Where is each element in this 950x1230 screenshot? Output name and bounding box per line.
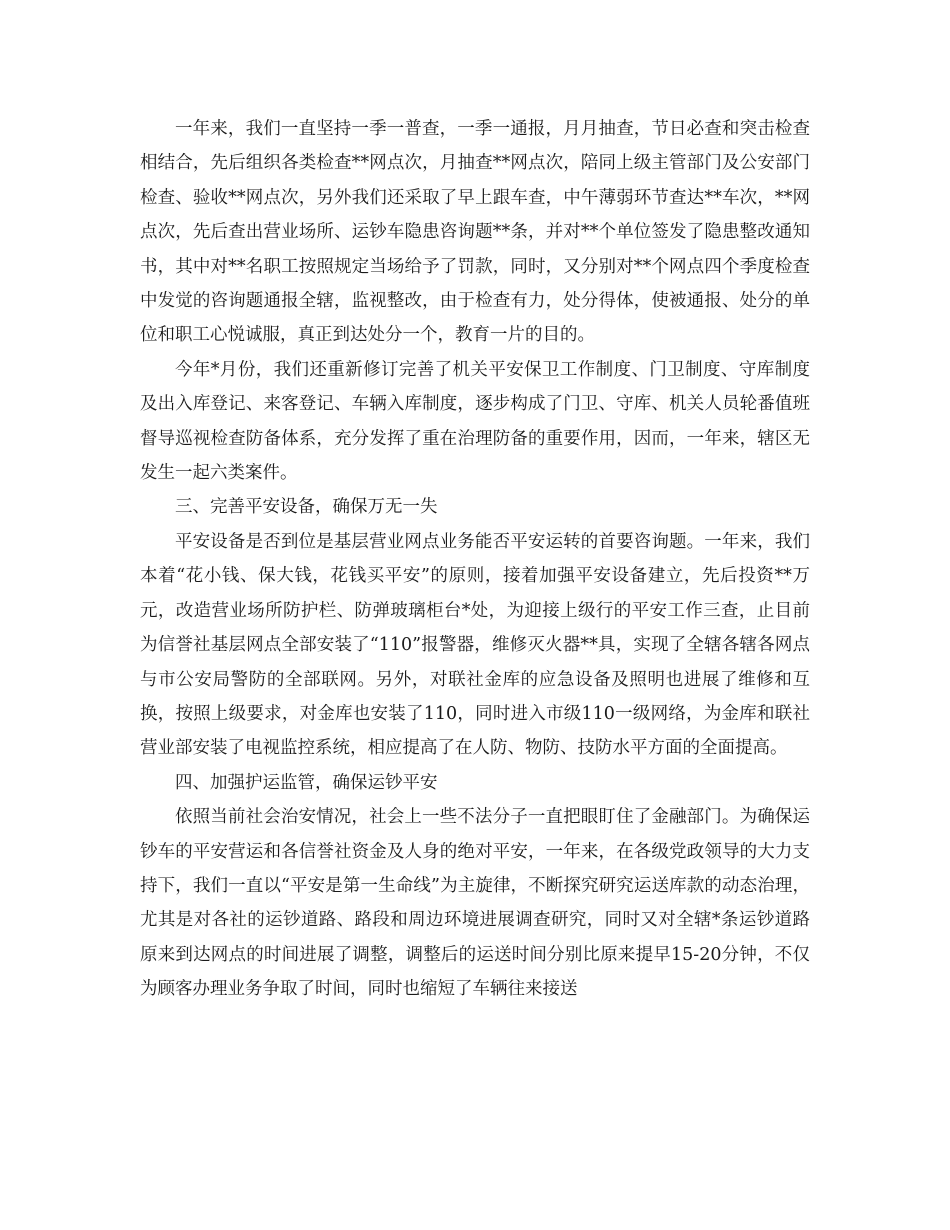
paragraph-inspections: 一年来，我们一直坚持一季一普查，一季一通报，月月抽查，节日必查和突击检查相结合，先后组织各类检查**网点次，月抽查**网点次，陪同上级主管部门及公安部门检查、验收**网点次，另外我们还采取了早上跟车查，中午薄弱环节查达**车次，**网点次，先后查出营业场所、运钞车隐患咨询题**条，并对**个单位签发了隐患整改通知书，其中对**名职工按照规定当场给予了罚款，同时，又分别对**个网点四个季度检查中发觉的咨询题通报全辖，监视整改，由于检查有力，处分得体，使被通报、处分的单位和职工心悦诚服，真正到达处分一个，教育一片的目的。 xyxy=(140,119,810,346)
paragraph-escort: 依照当前社会治安情况，社会上一些不法分子一直把眼盯住了金融部门。为确保运钞车的平安营运和各信誉社资金及人身的绝对平安，一年来，在各级党政领导的大力支持下，我们一直以“平安是第一生命线”为主旋律，不断探究研究运送库款的动态治理，尤其是对各社的运钞道路、路段和周边环境进展调查研究，同时又对全辖*条运钞道路原来到达网点的时间进展了调整，调整后的运送时间分别比原来提早15-20分钟，不仅为顾客办理业务争取了时间，同时也缩短了车辆往来接送 xyxy=(140,807,810,1000)
section-heading-escort: 四、加强护运监管，确保运钞平安 xyxy=(175,772,438,793)
paragraph-security-system: 今年*月份，我们还重新修订完善了机关平安保卫工作制度、门卫制度、守库制度及出入库登记、来客登记、车辆入库制度，逐步构成了门卫、守库、机关人员轮番值班督导巡视检查防备体系，充分发挥了重在治理防备的重要作用，因而，一年来，辖区无发生一起六类案件。 xyxy=(140,359,810,484)
paragraph-equipment: 平安设备是否到位是基层营业网点业务能否平安运转的首要咨询题。一年来，我们本着“花小钱、保大钱，花钱买平安”的原则，接着加强平安设备建立，先后投资**万元，改造营业场所防护栏、防弹玻璃柜台*处，为迎接上级行的平安工作三查，止目前为信誉社基层网点全部安装了“110”报警器，维修灭火器**具，实现了全辖各辖各网点与市公安局警防的全部联网。另外，对联社金库的应急设备及照明也进展了维修和互换，按照上级要求，对金库也安装了110，同时进入市级110一级网络，为金库和联社营业部安装了电视监控系统，相应提高了在人防、物防、技防水平方面的全面提高。 xyxy=(140,531,810,759)
section-heading-equipment: 三、完善平安设备，确保万无一失 xyxy=(175,497,438,518)
document-body xyxy=(140,112,810,1007)
